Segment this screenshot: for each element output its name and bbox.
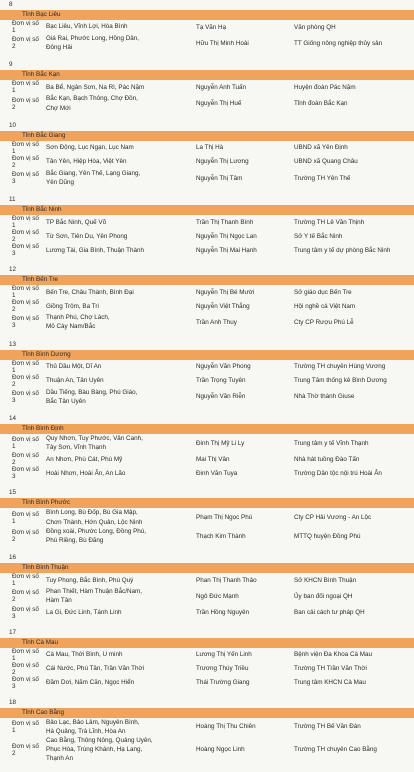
unit-label: Đơn vị số 2 (12, 742, 39, 757)
unit-label: Đơn vị số 2 (12, 229, 39, 244)
province-number-row (0, 265, 414, 275)
unit-areas (44, 376, 194, 385)
candidate-name: Trần Thị Thanh Bình (196, 218, 254, 226)
unit-label: Đơn vị số 1 (12, 20, 39, 34)
workplace: Trung tâm KHCN Cà Mau (294, 679, 366, 687)
province-number-row (0, 340, 414, 350)
area-line: Thạnh An (46, 755, 73, 763)
candidate-name: Tạ Văn Hạ (196, 23, 227, 31)
unit-label: Đơn vị số 1 (12, 140, 39, 155)
candidate-name: Trần Trọng Tuyên (196, 377, 246, 385)
unit-label: Đơn vị số 2 (12, 589, 39, 604)
province-number-row (0, 0, 414, 10)
candidate-name: Nguyễn Thị Lương (196, 158, 249, 166)
unit-label: Đơn vị số 3 (12, 605, 39, 620)
table-row (0, 452, 414, 466)
candidate-name: Hoàng Thị Thu Chiên (196, 723, 256, 731)
unit-label: Đơn vị số 3 (12, 171, 39, 186)
unit-label: Đơn vị số 1 (12, 436, 39, 451)
candidate-name: Hoàng Ngọc Linh (196, 746, 245, 754)
area-line: Đồng xoài, Phước Long, Đồng Phú, (46, 527, 147, 535)
workplace: Văn phòng QH (294, 23, 336, 31)
table-row (0, 141, 414, 155)
candidate-name: Thạch Kim Thành (196, 532, 246, 540)
table-row (0, 573, 414, 587)
area-line: Thủ Dầu Một, Dĩ An (46, 363, 102, 371)
unit-areas (44, 650, 194, 659)
unit-areas (44, 313, 194, 331)
workplace: Bệnh viện Đa Khoa Cà Mau (294, 651, 373, 659)
province-number-row (0, 414, 414, 424)
province-header (0, 10, 414, 20)
unit-areas (44, 288, 194, 297)
unit-areas (44, 83, 194, 92)
table-row (0, 388, 414, 406)
area-line: Tân Yên, Hiệp Hòa, Việt Yên (46, 158, 127, 166)
province-block (0, 265, 414, 339)
area-line: Sơn Động, Lục Ngạn, Lục Nam (46, 144, 134, 152)
candidate-name: Đinh Văn Tuya (196, 469, 238, 477)
candidate-name: La Thị Hà (196, 144, 224, 152)
province-number: 17 (9, 628, 17, 636)
workplace: UBND xã Yên Định (294, 144, 348, 152)
province-name: Tỉnh Bắc Ninh (22, 206, 62, 214)
unit-areas (44, 232, 194, 241)
workplace: Ủy ban đối ngoại QH (294, 592, 353, 600)
area-line: Chơn Thành, Hớn Quản, Lộc Ninh (46, 518, 143, 526)
unit-areas (44, 718, 194, 736)
candidate-name: Trương Thúy Triều (196, 665, 249, 673)
unit-areas (44, 434, 194, 452)
unit-label: Đơn vị số 1 (12, 647, 39, 662)
province-number: 10 (9, 121, 17, 129)
area-line: Quy Nhơn, Tuy Phước, Vân Canh, (46, 435, 143, 443)
province-name: Tỉnh Bình Phước (22, 499, 70, 507)
candidate-name: Nguyễn Văn Phong (196, 363, 251, 371)
spacer (0, 257, 414, 265)
unit-areas (44, 736, 194, 764)
unit-label: Đơn vị số 3 (12, 675, 39, 690)
table-row (0, 736, 414, 764)
spacer (0, 406, 414, 414)
province-number-row (0, 698, 414, 708)
area-line: Giồng Trôm, Ba Tri (46, 302, 99, 310)
province-block (0, 340, 414, 414)
unit-label: Đơn vị số 2 (12, 154, 39, 169)
unit-label: Đơn vị số 2 (12, 299, 39, 314)
workplace: Nhà hát tuồng Đào Tấn (294, 455, 360, 463)
spacer (0, 690, 414, 698)
province-header (0, 205, 414, 215)
unit-areas (44, 34, 194, 52)
unit-areas (44, 218, 194, 227)
area-line: Cao Bằng, Thông Nông, Quảng Uyên, (46, 737, 153, 745)
province-header (0, 424, 414, 434)
unit-areas (44, 455, 194, 464)
area-line: Lương Tài, Gia Bình, Thuận Thành (46, 246, 144, 254)
workplace: Trường TH Bế Văn Đàn (294, 723, 361, 731)
candidate-name: Nguyễn Văn Riễn (196, 393, 246, 401)
unit-areas (44, 362, 194, 371)
unit-label: Đơn vị số 3 (12, 389, 39, 404)
workplace: Trường TH Yên Thế (294, 174, 351, 182)
unit-areas (44, 143, 194, 152)
table-row (0, 243, 414, 257)
candidate-name: Nguyễn Thị Ngọc Lan (196, 232, 257, 240)
area-line: Thuận An, Tân Uyên (46, 377, 104, 385)
area-line: Thạnh Phú, Chợ Lách, (46, 314, 110, 322)
unit-areas (44, 388, 194, 406)
area-line: La Gi, Đức Linh, Tánh Linh (46, 609, 122, 617)
unit-areas (44, 246, 194, 255)
province-number: 14 (9, 415, 17, 423)
area-line: Từ Sơn, Tiên Du, Yên Phong (46, 232, 128, 240)
table-row (0, 527, 414, 545)
province-number-row (0, 121, 414, 131)
spacer (0, 113, 414, 121)
table-row (0, 360, 414, 374)
candidate-name: Phạm Thị Ngọc Phú (196, 514, 253, 522)
table-row (0, 466, 414, 480)
spacer (0, 480, 414, 488)
workplace: UBND xã Quang Châu (294, 158, 358, 166)
candidate-name: Ngô Đức Mạnh (196, 592, 239, 600)
province-name: Tỉnh Cao Bằng (22, 708, 65, 716)
candidate-name: Trần Hồng Nguyên (196, 609, 249, 617)
province-name: Tỉnh Bình Dương (22, 350, 71, 358)
table-row (0, 155, 414, 169)
spacer (0, 620, 414, 628)
table-row (0, 285, 414, 299)
province-number: 15 (9, 489, 17, 497)
table-row (0, 606, 414, 620)
spacer (0, 764, 414, 772)
unit-areas (44, 94, 194, 112)
unit-label: Đơn vị số 2 (12, 452, 39, 467)
province-name: Tỉnh Bình Thuận (22, 564, 69, 572)
area-line: Cà Mau, Thới Bình, U minh (46, 651, 123, 659)
unit-label: Đơn vị số 1 (12, 285, 39, 300)
candidate-name: Nguyễn Việt Thắng (196, 302, 250, 310)
unit-areas (44, 22, 194, 31)
area-line: Bắc Giang, Yên Thế, Lạng Giang, (46, 169, 141, 177)
table-row (0, 229, 414, 243)
area-line: Cái Nước, Phú Tân, Trần Văn Thời (46, 665, 144, 673)
spacer (0, 332, 414, 340)
workplace: Sở giáo dục Bến Tre (294, 288, 352, 296)
province-number: 13 (9, 340, 17, 348)
area-line: Phú Riềng, Bù Đăng (46, 537, 104, 545)
workplace: Nhà Thờ thánh Giuse (294, 393, 355, 401)
area-line: Chợ Mới (46, 104, 71, 112)
area-line: Yên Dũng (46, 179, 75, 187)
area-line: Bảo Lạc, Bảo Lâm, Nguyên Bình, (46, 718, 140, 726)
unit-label: Đơn vị số 1 (12, 573, 39, 588)
table-row (0, 676, 414, 690)
workplace: Trường TH chuyên Cao Bằng (294, 746, 377, 754)
province-block (0, 195, 414, 265)
table-row (0, 718, 414, 736)
unit-areas (44, 169, 194, 187)
area-line: Giá Rai, Phước Long, Hồng Dân, (46, 35, 140, 42)
area-line: Đầm Dơi, Năm Căn, Ngọc Hiển (46, 679, 135, 687)
area-line: Phục Hòa, Trùng Khánh, Hạ Lang, (46, 746, 143, 754)
candidate-name: Nguyễn Thị Tâm (196, 174, 243, 182)
unit-label: Đơn vị số 2 (12, 661, 39, 676)
province-block (0, 414, 414, 488)
province-header (0, 70, 414, 80)
area-line: Đông Hải (46, 44, 73, 52)
workplace: Sở Y tế Bắc Ninh (294, 232, 343, 240)
unit-label: Đơn vị số 2 (12, 96, 39, 111)
table-row (0, 313, 414, 331)
unit-areas (44, 469, 194, 478)
province-number-row (0, 195, 414, 205)
province-header (0, 563, 414, 573)
candidate-name: Mai Thị Vân (196, 455, 230, 463)
table-row (0, 215, 414, 229)
unit-label: Đơn vị số 1 (12, 80, 39, 95)
candidate-name: Nguyễn Thị Huế (196, 100, 242, 108)
unit-areas (44, 587, 194, 605)
unit-label: Đơn vị số 1 (12, 719, 39, 734)
candidate-name: Phan Thị Thanh Thảo (196, 576, 257, 584)
area-line: Ba Bể, Ngân Sơn, Na Rì, Pác Nặm (46, 83, 145, 91)
candidate-name: Đinh Thị Mỹ Li Ly (196, 439, 245, 447)
province-number: 11 (9, 196, 16, 204)
province-block (0, 121, 414, 195)
unit-areas (44, 157, 194, 166)
province-header (0, 350, 414, 360)
province-header (0, 708, 414, 718)
candidate-name: Nguyễn Thị Bé Mười (196, 288, 255, 296)
workplace: Trường TH Trần Văn Thời (294, 665, 367, 673)
table-row (0, 169, 414, 187)
workplace: Cty CP Rượu Phú Lễ (294, 318, 354, 326)
province-name: Tỉnh Bình Định (22, 425, 64, 433)
unit-areas (44, 527, 194, 545)
province-number-row (0, 628, 414, 638)
unit-label: Đơn vị số 2 (12, 36, 39, 51)
unit-label: Đơn vị số 3 (12, 315, 39, 330)
unit-areas (44, 576, 194, 585)
province-block (0, 0, 414, 60)
workplace: Ban cải cách tư pháp QH (294, 609, 365, 617)
workplace: MTTQ huyện Đồng Phú (294, 532, 361, 540)
area-line: An Nhơn, Phù Cát, Phù Mỹ (46, 455, 123, 463)
workplace: Hội nghề cá Việt Nam (294, 302, 356, 310)
spacer (0, 187, 414, 195)
area-line: TP Bắc Ninh, Quế Võ (46, 218, 107, 226)
workplace: Trường TH chuyên Hùng Vương (294, 363, 386, 371)
area-line: Tuy Phong, Bắc Bình, Phú Quý (46, 576, 134, 584)
province-block (0, 628, 414, 698)
area-line: Bắc Kạn, Bạch Thông, Chợ Đồn, (46, 95, 138, 103)
area-line: Bình Long, Bù Đốp, Bù Gia Mập, (46, 509, 138, 517)
unit-areas (44, 608, 194, 617)
province-block (0, 488, 414, 553)
workplace: Trường Dân tộc nội trú Hoài Ân (294, 469, 382, 477)
province-number-row (0, 553, 414, 563)
table-row (0, 662, 414, 676)
province-header (0, 275, 414, 285)
unit-areas (44, 302, 194, 311)
workplace: Huyện đoàn Pác Nặm (294, 83, 356, 91)
table-row (0, 299, 414, 313)
workplace: Tỉnh đoàn Bắc Kạn (294, 100, 348, 108)
spacer (0, 52, 414, 60)
province-number: 16 (9, 554, 17, 562)
area-line: Dầu Tiếng, Bàu Bàng, Phú Giáo, (46, 388, 138, 396)
area-line: Hoài Nhơn, Hoài Ân, An Lão (46, 469, 126, 477)
province-name: Tỉnh Bến Tre (22, 276, 59, 284)
province-name: Tỉnh Bắc Kạn (22, 71, 60, 79)
area-line: Hà Quảng, Trà Lĩnh, Hòa An (46, 727, 126, 735)
table-row (0, 434, 414, 452)
candidate-name: Hữu Thị Minh Hoài (196, 39, 249, 47)
workplace: Sở KHCN Bình Thuận (294, 576, 357, 584)
province-number-row (0, 60, 414, 70)
unit-label: Đơn vị số 1 (12, 359, 39, 374)
unit-label: Đơn vị số 3 (12, 243, 39, 258)
province-number: 9 (9, 61, 13, 69)
area-line: Bắc Tân Uyên (46, 397, 86, 405)
candidate-name: Lương Thị Yến Linh (196, 651, 252, 659)
table-row (0, 80, 414, 94)
province-header (0, 638, 414, 648)
unit-label: Đơn vị số 3 (12, 466, 39, 481)
province-name: Tỉnh Bạc Liêu (22, 11, 61, 18)
province-name: Tỉnh Cà Mau (22, 638, 59, 646)
province-number: 12 (9, 266, 17, 274)
candidate-name: Thái Trường Giang (196, 679, 250, 687)
unit-areas (44, 664, 194, 673)
area-line: Mỏ Cày Nam/Bắc (46, 323, 96, 331)
area-line: Hàm Tân (46, 597, 72, 605)
candidate-name: Nguyễn Anh Tuấn (196, 83, 247, 91)
province-header (0, 131, 414, 141)
workplace: Trung tâm y tế Vĩnh Thạnh (294, 439, 369, 447)
candidate-name: Trần Anh Thuy (196, 318, 237, 326)
table-row (0, 374, 414, 388)
workplace: TT Giống nông nghiệp thủy sản (294, 39, 383, 47)
table-row (0, 648, 414, 662)
unit-label: Đơn vị số 2 (12, 373, 39, 388)
area-line: Phan Thiết, Hàm Thuận Bắc/Nam, (46, 588, 143, 596)
unit-areas (44, 508, 194, 526)
province-number: 18 (9, 698, 17, 706)
workplace: Trung Tâm thống kê Bình Dương (294, 377, 387, 385)
area-line: Bạc Liêu, Vĩnh Lợi, Hòa Bình (46, 23, 128, 31)
workplace: Trường TH Lê Văn Thịnh (294, 218, 365, 226)
province-number: 8 (9, 1, 13, 8)
province-number-row (0, 488, 414, 498)
province-name: Tỉnh Bắc Giang (22, 131, 66, 139)
unit-label: Đơn vị số 1 (12, 510, 39, 525)
area-line: Bến Tre, Châu Thành, Bình Đại (46, 288, 134, 296)
unit-label: Đơn vị số 2 (12, 529, 39, 544)
table-row (0, 587, 414, 605)
workplace: Cty CP Hải Vương - An Lộc (294, 514, 372, 522)
area-line: Tây Sơn, Vĩnh Thạnh (46, 444, 107, 452)
province-block (0, 698, 414, 772)
table-row (0, 20, 414, 34)
table-row (0, 94, 414, 112)
unit-label: Đơn vị số 1 (12, 215, 39, 230)
workplace: Trung tâm y tế dự phòng Bắc Ninh (294, 246, 391, 254)
table-row (0, 34, 414, 52)
table-row (0, 508, 414, 526)
province-header (0, 498, 414, 508)
province-block (0, 553, 414, 627)
candidate-name: Nguyễn Thị Mai Hạnh (196, 246, 257, 254)
spacer (0, 545, 414, 553)
province-block (0, 60, 414, 120)
